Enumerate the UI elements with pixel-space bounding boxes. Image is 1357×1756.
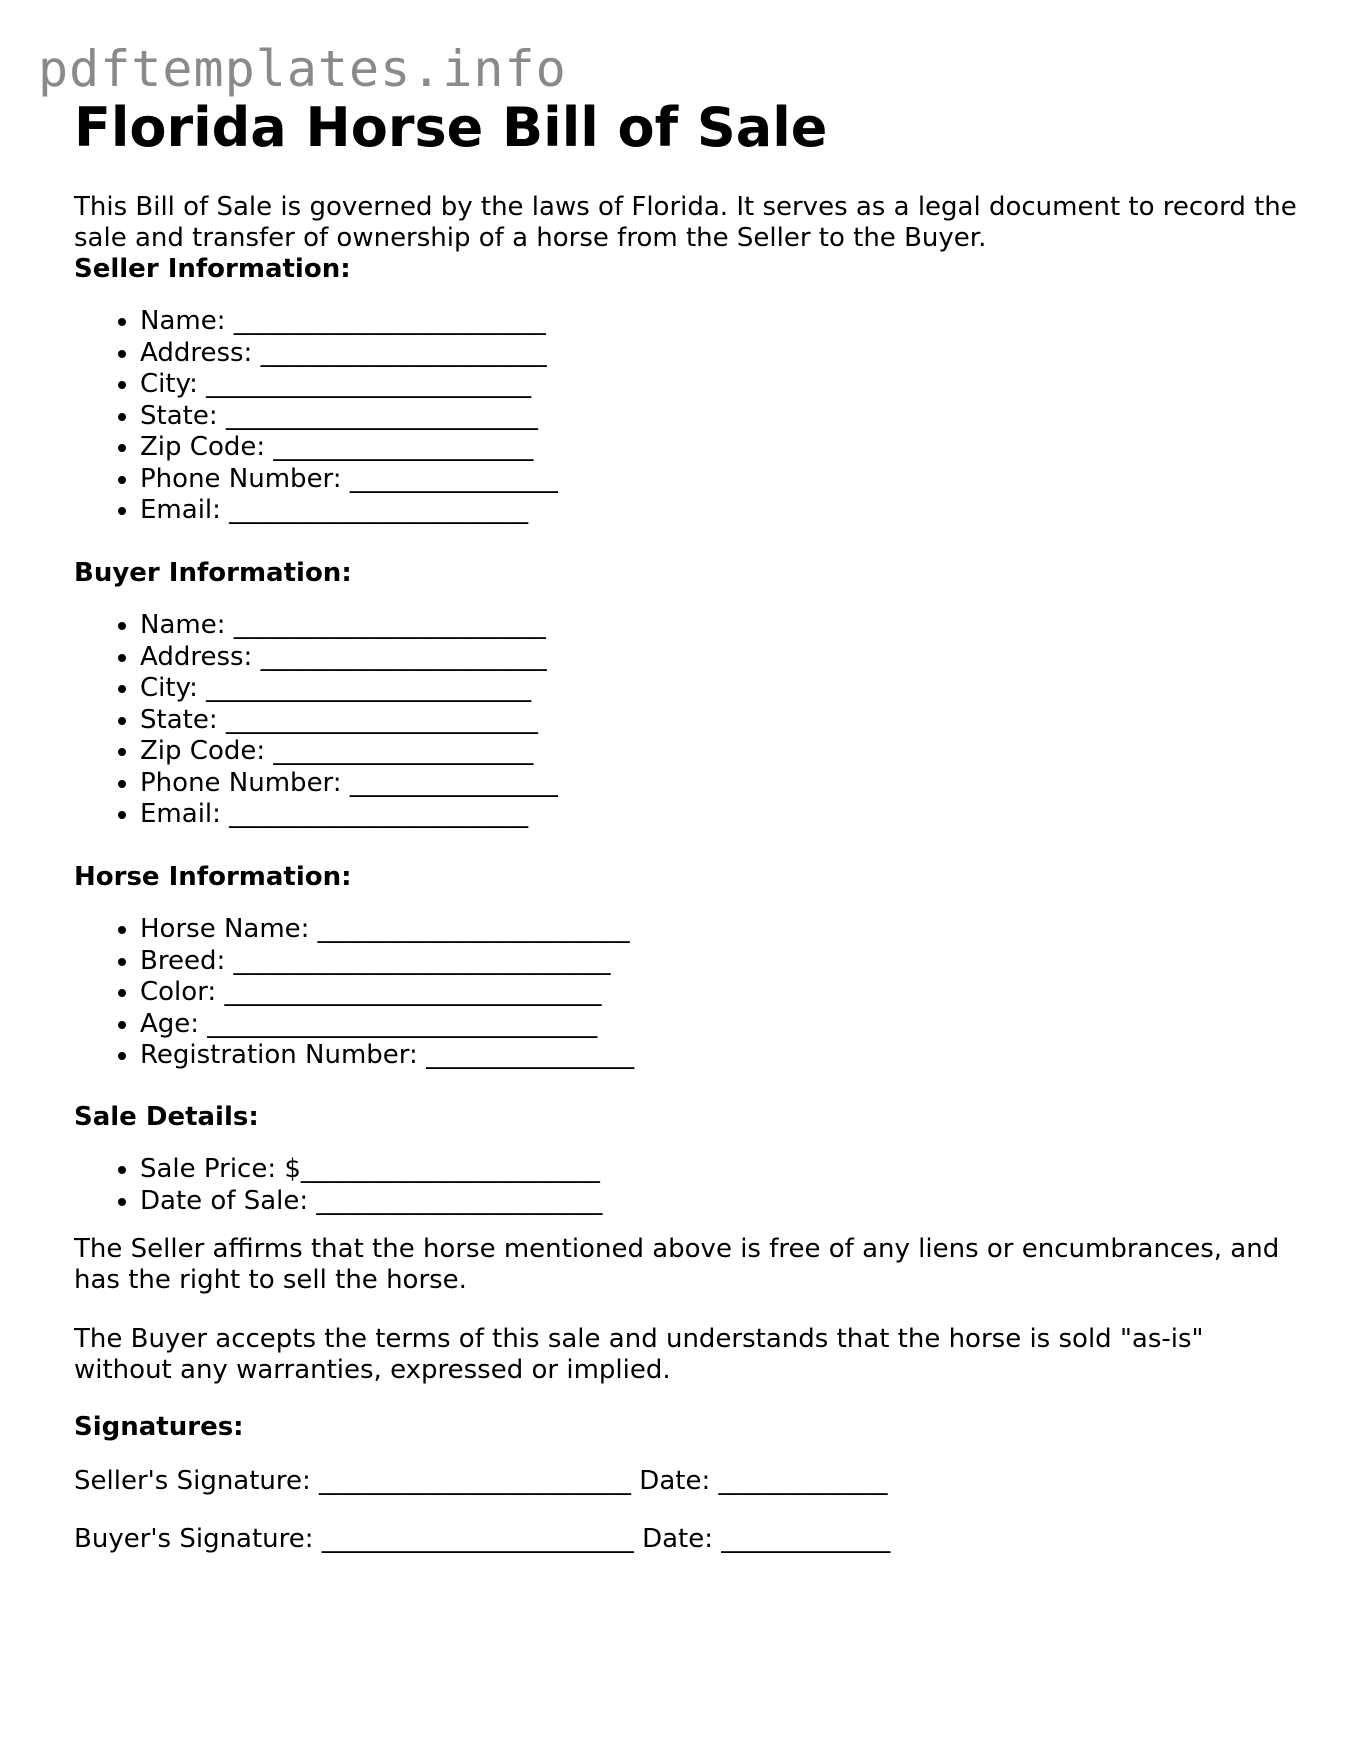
horse-fields-list (74, 914, 634, 1072)
buyer-state-field: • State: ________________________ (140, 705, 558, 737)
horse-name-field: • Horse Name: ________________________ (140, 914, 634, 946)
seller-fields-list (74, 306, 558, 527)
seller-state-field: • State: ________________________ (140, 401, 558, 433)
seller-heading: Seller Information: (74, 254, 351, 284)
horse-age-field: • Age: ______________________________ (140, 1009, 634, 1041)
buyer-zip-field: • Zip Code: ____________________ (140, 736, 558, 768)
buyer-city-field: • City: _________________________ (140, 673, 558, 705)
horse-registration-field: • Registration Number: ________________ (140, 1040, 634, 1072)
buyer-fields-list (74, 610, 558, 831)
seller-name-field: • Name: ________________________ (140, 306, 558, 338)
seller-email-field: • Email: _______________________ (140, 495, 558, 527)
sale-date-field: • Date of Sale: ______________________ (140, 1186, 602, 1218)
seller-phone-field: • Phone Number: ________________ (140, 464, 558, 496)
document-title: Florida Horse Bill of Sale (74, 96, 828, 159)
seller-city-field: • City: _________________________ (140, 369, 558, 401)
horse-breed-field: • Breed: _____________________________ (140, 946, 634, 978)
horse-color-field: • Color: _____________________________ (140, 977, 634, 1009)
signatures-heading: Signatures: (74, 1412, 244, 1442)
watermark: pdftemplates.info (38, 40, 567, 98)
acceptance-paragraph: The Buyer accepts the terms of this sale and understands that the horse is sold "as-is" without any warranties, expressed or implied. (74, 1324, 1204, 1385)
buyer-signature-line: Buyer's Signature: ________________________ Date: _____________ (74, 1524, 891, 1554)
seller-zip-field: • Zip Code: ____________________ (140, 432, 558, 464)
buyer-email-field: • Email: _______________________ (140, 799, 558, 831)
document-page (74, 92, 1304, 1554)
buyer-heading: Buyer Information: (74, 558, 352, 588)
seller-signature-line: Seller's Signature: ________________________ Date: _____________ (74, 1466, 888, 1496)
affirmation-paragraph: The Seller affirms that the horse mentioned above is free of any liens or encumbrances, and has the right to sell the horse. (74, 1234, 1280, 1295)
sale-price-field: • Sale Price: $_______________________ (140, 1154, 602, 1186)
sale-fields-list (74, 1154, 602, 1217)
sale-heading: Sale Details: (74, 1102, 259, 1132)
intro-paragraph: This Bill of Sale is governed by the laws of Florida. It serves as a legal document to record the sale and transfer of ownership of a horse from the Seller to the Buyer. (74, 192, 1297, 253)
buyer-address-field: • Address: ______________________ (140, 642, 558, 674)
buyer-phone-field: • Phone Number: ________________ (140, 768, 558, 800)
horse-heading: Horse Information: (74, 862, 352, 892)
seller-address-field: • Address: ______________________ (140, 338, 558, 370)
buyer-name-field: • Name: ________________________ (140, 610, 558, 642)
